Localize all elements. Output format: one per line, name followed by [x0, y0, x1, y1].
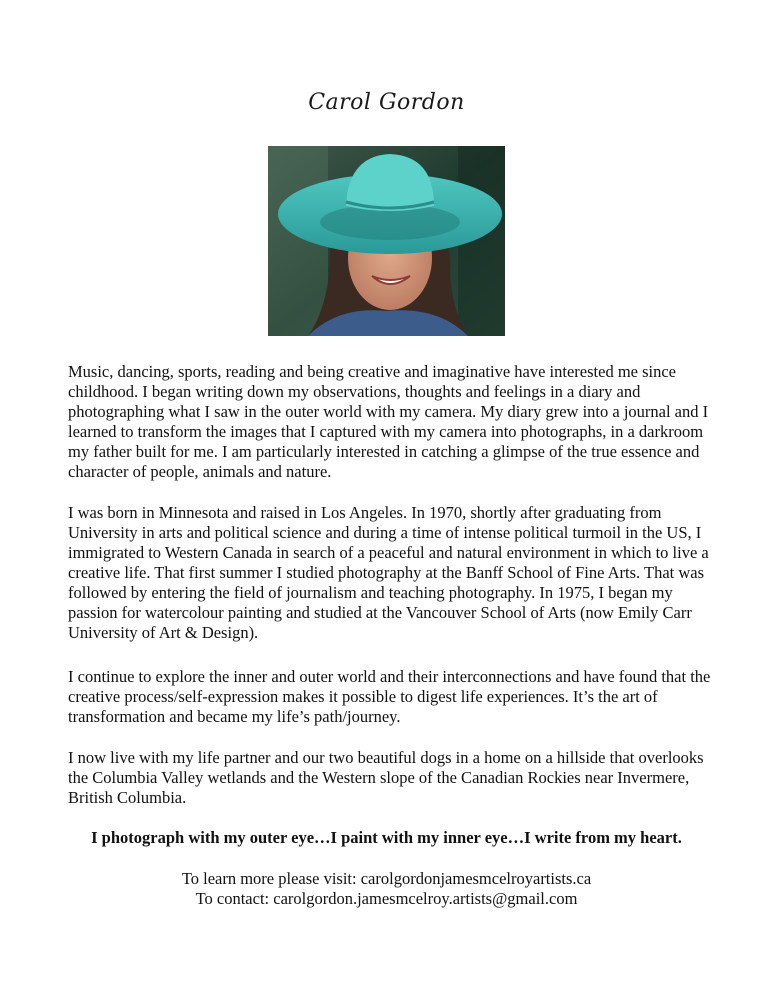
- bio-paragraph-1: [68, 362, 718, 482]
- paragraph-text: I continue to explore the inner and outer world and their interconnections and have found that the creative process/self-expression makes it possible to digest life experiences. It’s the art of transformation and became my life’s path/journey.: [68, 667, 711, 726]
- paragraph-text: I was born in Minnesota and raised in Los Angeles. In 1970, shortly after graduating from University in arts and political science and during a time of intense political turmoil in the US, I immigrated to Western Canada in search of a peaceful and natural environment in which to live a creative life. That first summer I studied photography at the Banff School of Fine Arts. That was followed by entering the field of journalism and teaching photography. In 1975, I began my passion for watercolour painting and studied at the Vancouver School of Arts (now Emily Carr University of Art & Design).: [68, 503, 709, 642]
- page-title: Carol Gordon: [308, 90, 465, 115]
- paragraph-text: Music, dancing, sports, reading and being creative and imaginative have interested me since childhood. I began writing down my observations, thoughts and feelings in a diary and photographing what I saw in the outer world with my camera. My diary grew into a journal and I learned to transform the images that I captured with my camera into photographs, in a darkroom my father built for me. I am particularly interested in catching a glimpse of the true essence and character of people, animals and nature.: [68, 362, 709, 481]
- website-line: To learn more please visit: carolgordonjamesmcelroyartists.ca: [181, 869, 592, 888]
- bio-paragraph-3: [68, 667, 718, 727]
- portrait-photo: [268, 146, 505, 336]
- paragraph-text: I now live with my life partner and our two beautiful dogs in a home on a hillside that overlooks the Columbia Valley wetlands and the Western slope of the Canadian Rockies near Invermere, British Columbia.: [68, 748, 704, 807]
- contact-block: [0, 869, 773, 909]
- bio-paragraph-2: [68, 503, 718, 643]
- motto: I photograph with my outer eye…I paint with my inner eye…I write from my heart.: [91, 828, 682, 847]
- email-line: To contact: carolgordon.jamesmcelroy.artists@gmail.com: [195, 889, 578, 908]
- bio-paragraph-4: [68, 748, 718, 808]
